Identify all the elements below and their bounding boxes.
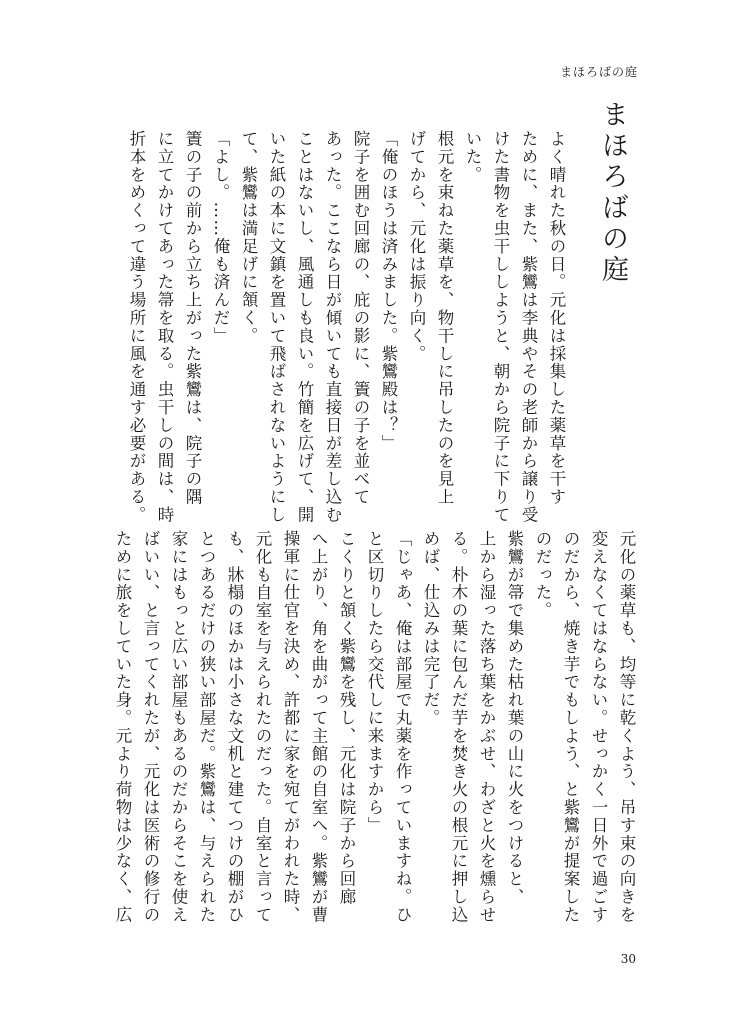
text-line: て、紫鸞は満足げに頷く。 [239,130,258,345]
text-line: へ上がり、角を曲がって主館の自室へ。紫鸞が曹 [309,530,328,924]
text-line: る。朴木の葉に包んだ芋を焚き火の根元に押し込 [449,530,468,924]
text-line: めば、仕込みは完了だ。 [421,530,440,727]
text-line: こくりと頷く紫鸞を残し、元化は院子から回廊 [337,530,356,906]
text-line: ために旅をしていた身。元より荷物は少なく、広 [113,530,132,924]
text-line: 根元を束ねた薬草を、物干しに吊したのを見上 [435,130,454,506]
text-line: よく晴れた秋の日。元化は採集した薬草を干す [547,130,566,506]
lower-text-block [113,530,640,935]
text-line: 元化の薬草も、均等に乾くよう、吊す束の向きを [617,530,636,924]
text-line: 変えなくてはならない。せっかく一日外で過ごす [589,530,608,924]
text-line: も、牀榻のほかは小さな文机と建てつけの棚がひ [225,530,244,924]
text-line: と区切りしたら交代しに来ますから」 [365,530,384,835]
page-number: 30 [620,952,636,966]
text-line: けた書物を虫干ししようと、朝から院子に下りて [491,130,510,524]
text-line: 「じゃあ、俺は部屋で丸薬を作っていますね。ひ [393,530,412,924]
text-line: ばいい、と言ってくれたが、元化は医術の修行の [141,530,160,924]
text-line: いた。 [463,130,482,184]
text-line: 簀の子の前から立ち上がった紫鸞は、院子の隅 [183,130,202,506]
text-line: 「俺のほうは済みました。紫鸞殿は？」 [379,130,398,453]
text-line: 操軍に仕官を決め、許都に家を宛てがわれた時、 [281,530,300,924]
text-line: ために、また、紫鸞は李典やその老師から譲り受 [519,130,538,524]
text-line: 上から湿った落ち葉をかぶせ、わざと火を燻らせ [477,530,496,924]
text-line: ことはないし、風通しも良い。竹簡を広げて、開 [295,130,314,524]
text-line: 「よし。……俺も済んだ」 [211,130,230,345]
text-line: に立てかけてあった箒を取る。虫干しの間は、時 [155,130,174,524]
text-line: げてから、元化は振り向く。 [407,130,426,363]
text-line: のだから、焼き芋でもしよう、と紫鸞が提案した [561,530,580,924]
text-line: あった。ここなら日が傾いても直接日が差し込む [323,130,342,524]
text-line: のだった。 [533,530,552,620]
upper-text-block [127,130,570,524]
text-line: 家にはもっと広い部屋もあるのだからそこを使え [169,530,188,924]
text-line: とつあるだけの狭い部屋だ。紫鸞は、与えられた [197,530,216,924]
running-header: まほろばの庭 [559,65,638,79]
chapter-title: まほろばの庭 [597,100,628,286]
text-line: 折本をめくって違う場所に風を通す必要がある。 [127,130,146,524]
text-line: 院子を囲む回廊の、庇の影に、簀の子を並べて [351,130,370,506]
text-line: 元化も自室を与えられたのだった。自室と言って [253,530,272,924]
text-line: いた紙の本に文鎮を置いて飛ばされないようにし [267,130,286,524]
text-line: 紫鸞が箒で集めた枯れ葉の山に火をつけると、 [505,530,524,906]
